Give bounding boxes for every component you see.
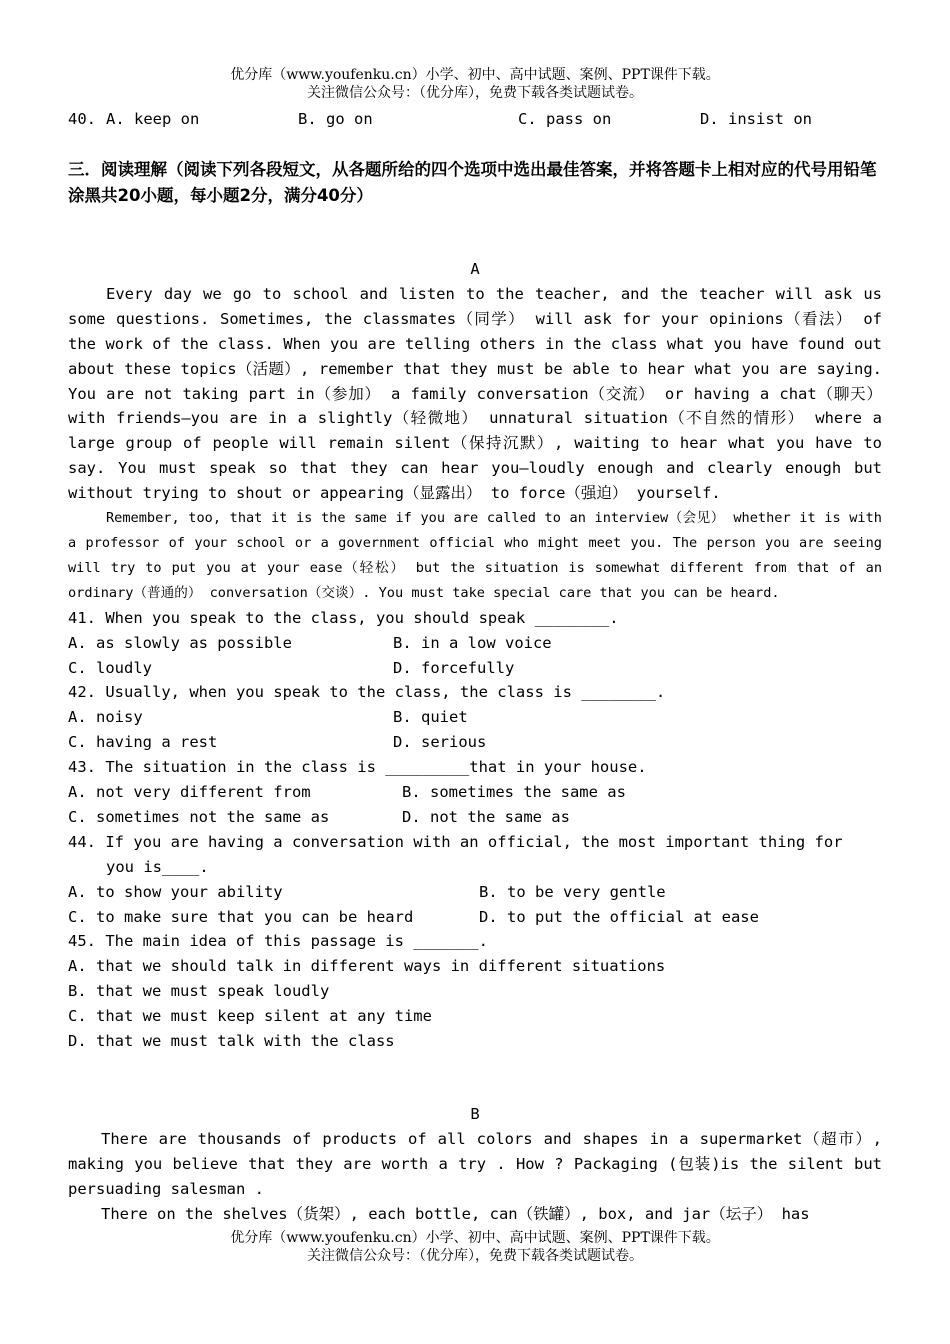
q41-option-a: A. as slowly as possible [68, 633, 292, 652]
q41-option-c: C. loudly [68, 658, 152, 677]
passage-b-paragraph-2: There on the shelves（货架）, each bottle, can（铁罐）, box, and jar（坛子） has [101, 1204, 810, 1223]
q40-option-c: C. pass on [518, 110, 612, 128]
q44-option-d: D. to put the official at ease [479, 907, 759, 926]
q42-option-c: C. having a rest [68, 733, 218, 752]
q40-number: 40. [68, 110, 96, 128]
q43-option-d: D. not the same as [402, 807, 570, 826]
q41-option-b: B. in a low voice [393, 633, 552, 652]
passage-b [68, 1102, 882, 1227]
passage-b-label: B [470, 1105, 480, 1123]
question-41 [68, 606, 882, 681]
q45-option-d: D. that we must talk with the class [68, 1032, 395, 1051]
header-line-1: 优分库（www.youfenku.cn）小学、初中、高中试题、案例、PPT课件下载。 [230, 67, 720, 83]
q42-option-b: B. quiet [393, 708, 468, 727]
q44-option-a: A. to show your ability [68, 882, 283, 901]
q44-stem: 44. If you are having a conversation with an official, the most important thing for [68, 832, 843, 851]
page-header [0, 66, 950, 102]
q42-option-d: D. serious [393, 733, 487, 752]
passage-a [68, 257, 882, 1054]
q42-option-a: A. noisy [68, 708, 143, 727]
q41-option-d: D. forcefully [393, 658, 515, 677]
q45-option-c: C. that we must keep silent at any time [68, 1007, 432, 1026]
q44-option-c: C. to make sure that you can be heard [68, 907, 414, 926]
q43-stem: 43. The situation in the class is _________that in your house. [68, 758, 647, 777]
q44-option-b: B. to be very gentle [479, 882, 666, 901]
q45-stem: 45. The main idea of this passage is _______. [68, 932, 488, 951]
q45-option-a: A. that we should talk in different ways in different situations [68, 957, 666, 976]
footer-line-2: 关注微信公众号：（优分库），免费下载各类试题试卷。 [307, 1248, 643, 1264]
q40-option-b: B. go on [298, 110, 373, 128]
q41-stem: 41. When you speak to the class, you should speak ________. [68, 608, 619, 627]
question-45 [68, 929, 882, 1054]
passage-a-paragraph-1: Every day we go to school and listen to the teacher, and the teacher will ask us some questions. Sometimes, the classmates（同学） will ask for your opinions（看法） of the work of the class. When you are telling others in the class what you have found out about these topics（活题）, remember that they must be able to hear what you are saying. You are not taking part in（参加） a family conversation（交流） or having a chat（聊天） with friends—you are in a slightly（轻微地） unnatural situation（不自然的情形） where a large group of people will remain silent（保持沉默）, waiting to hear what you have to say. You must speak so that they can hear you—loudly enough and clearly enough but without trying to shout or appearing（显露出） to force（强迫） yourself. [68, 284, 882, 503]
q44-stem-continued: you is____. [106, 857, 209, 876]
q43-option-c: C. sometimes not the same as [68, 807, 330, 826]
section-3-title: 三．阅读理解（阅读下列各段短文，从各题所给的四个选项中选出最佳答案，并将答题卡上相对应的代号用铅笔涂黑共20小题，每小题2分，满分40分） [68, 160, 877, 205]
page-footer [0, 1229, 950, 1265]
question-44 [68, 830, 882, 930]
passage-a-label: A [470, 260, 480, 278]
question-42 [68, 680, 882, 755]
q45-option-b: B. that we must speak loudly [68, 982, 330, 1001]
passage-a-paragraph-2: Remember, too, that it is the same if you are called to an interview（会见） whether it is with a professor of your school or a government official who might meet you. The person you are seeing will try to put you at your ease（轻松） but the situation is somewhat different from that of an ordinary（普通的） conversation（交谈）. You must take special care that you can be heard. [68, 510, 882, 601]
q42-stem: 42. Usually, when you speak to the class, the class is ________. [68, 683, 666, 702]
question-43 [68, 755, 882, 830]
q40-option-d: D. insist on [700, 110, 812, 128]
footer-line-1: 优分库（www.youfenku.cn）小学、初中、高中试题、案例、PPT课件下载。 [230, 1230, 720, 1246]
q40-option-a: A. keep on [106, 110, 200, 128]
q43-option-a: A. not very different from [68, 783, 311, 802]
passage-b-paragraph-1: There are thousands of products of all colors and shapes in a supermarket（超市）, making you believe that they are worth a try . How ? Packaging (包装)is the silent but persuading salesman . [68, 1129, 882, 1198]
header-line-2: 关注微信公众号：（优分库），免费下载各类试题试卷。 [307, 85, 643, 101]
question-40 [68, 107, 882, 132]
q43-option-b: B. sometimes the same as [402, 783, 626, 802]
